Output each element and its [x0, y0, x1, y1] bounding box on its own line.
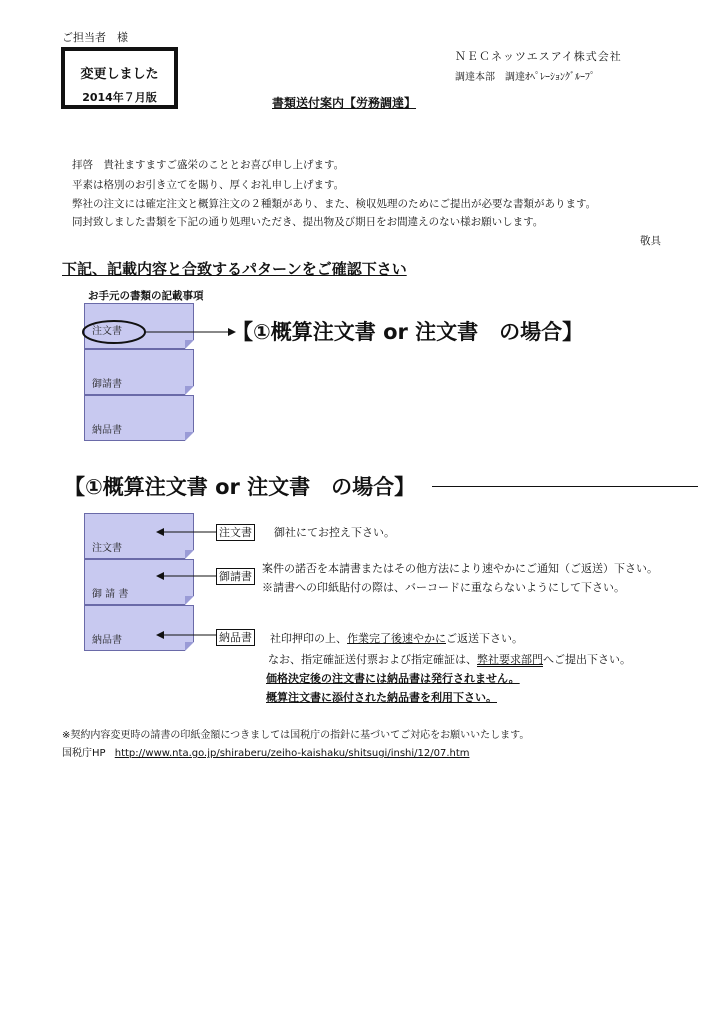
stamp-duty-note: ※契約内容変更時の請書の印紙金額につきましては国税庁の指針に基づいてご対応をお願いいたします。 — [62, 730, 530, 741]
tag-delivery: 納品書 — [216, 629, 255, 646]
acceptance-instruction: 案件の諾否を本請書またはその他方法により速やかにご通知（ご返送）下さい。 — [262, 562, 658, 575]
delivery-line-1-c: ご返送下さい。 — [446, 632, 523, 645]
greeting-line-2: 平素は格別のお引き立てを賜り、厚くお礼申し上げます。 — [72, 179, 345, 191]
greeting-line-4: 同封致しました書類を下記の通り処理いただき、提出物及び期日をお間違えのない様お願いします。 — [72, 216, 544, 228]
arrow-left-icon — [156, 572, 164, 580]
doc-card-delivery — [84, 395, 194, 441]
delivery-line-1-a: 社印押印の上、 — [270, 632, 347, 645]
closing-keigu: 敬具 — [640, 235, 661, 247]
highlight-ellipse — [83, 321, 145, 343]
recipient-line: ご担当者 様 — [62, 31, 128, 44]
case-card-label: 注文書 — [92, 543, 122, 554]
delivery-line-2-c: へご提出下さい。 — [543, 653, 631, 666]
doc-card-label: 御請書 — [92, 379, 122, 390]
acceptance-stamp-note: ※請書への印紙貼付の際は、バーコードに重ならないようにして下さい。 — [262, 581, 625, 594]
case-card-label: 納品書 — [92, 635, 122, 646]
arrow-left-icon — [156, 631, 164, 639]
document-title: 書類送付案内【労務調達】 — [272, 96, 417, 110]
change-notice-title: 変更しました — [80, 67, 159, 82]
url-label: 国税庁HP — [62, 748, 106, 759]
company-name: ＮＥＣネッツエスアイ株式会社 — [455, 50, 622, 63]
section-subheading: お手元の書類の記載事項 — [88, 290, 204, 302]
url-line — [62, 744, 470, 759]
doc-card-label: 納品書 — [92, 425, 122, 436]
doc-card-acceptance — [84, 349, 194, 395]
delivery-emphasis-dept: 弊社要求部門 — [477, 653, 543, 666]
case-title-top: 【①概算注文書 or 注文書 の場合】 — [232, 320, 584, 344]
delivery-line-2 — [268, 651, 631, 667]
delivery-line-1 — [270, 630, 523, 646]
arrow-left-icon — [156, 528, 164, 536]
section-heading: 下記、記載内容と合致するパターンをご確認下さい — [62, 260, 407, 278]
highlight-arrow-graphic — [80, 318, 240, 348]
case-title-rule — [432, 486, 698, 487]
tag-acceptance: 御請書 — [216, 568, 255, 585]
delivery-line-3: 価格決定後の注文書には納品書は発行されません。 — [266, 672, 520, 685]
case-card-label: 御 請 書 — [92, 589, 129, 600]
case-title: 【①概算注文書 or 注文書 の場合】 — [64, 475, 416, 499]
tag-order: 注文書 — [216, 524, 255, 541]
order-instruction: 御社にてお控え下さい。 — [274, 526, 395, 539]
doc-card-label: 注文書 — [92, 326, 122, 337]
change-notice-date: 2014年７月版 — [82, 91, 157, 104]
department-name: 調達本部 調達ｵﾍﾟﾚｰｼｮﾝｸﾞﾙｰﾌﾟ — [455, 72, 595, 83]
greeting-line-1: 拝啓 貴社ますますご盛栄のこととお喜び申し上げます。 — [72, 159, 345, 171]
delivery-emphasis-complete: 作業完了後速やかに — [347, 632, 446, 645]
change-notice-box — [61, 47, 178, 109]
delivery-line-2-a: なお、指定確証送付票および指定確証は、 — [268, 653, 477, 666]
delivery-line-4: 概算注文書に添付された納品書を利用下さい。 — [266, 691, 497, 704]
case-arrows-graphic — [150, 520, 220, 650]
greeting-line-3: 弊社の注文には確定注文と概算注文の２種類があり、また、検収処理のためにご提出が必要な書類があります。 — [72, 198, 597, 210]
nta-link[interactable]: http://www.nta.go.jp/shiraberu/zeiho-kaishaku/shitsugi/inshi/12/07.htm — [114, 748, 470, 759]
